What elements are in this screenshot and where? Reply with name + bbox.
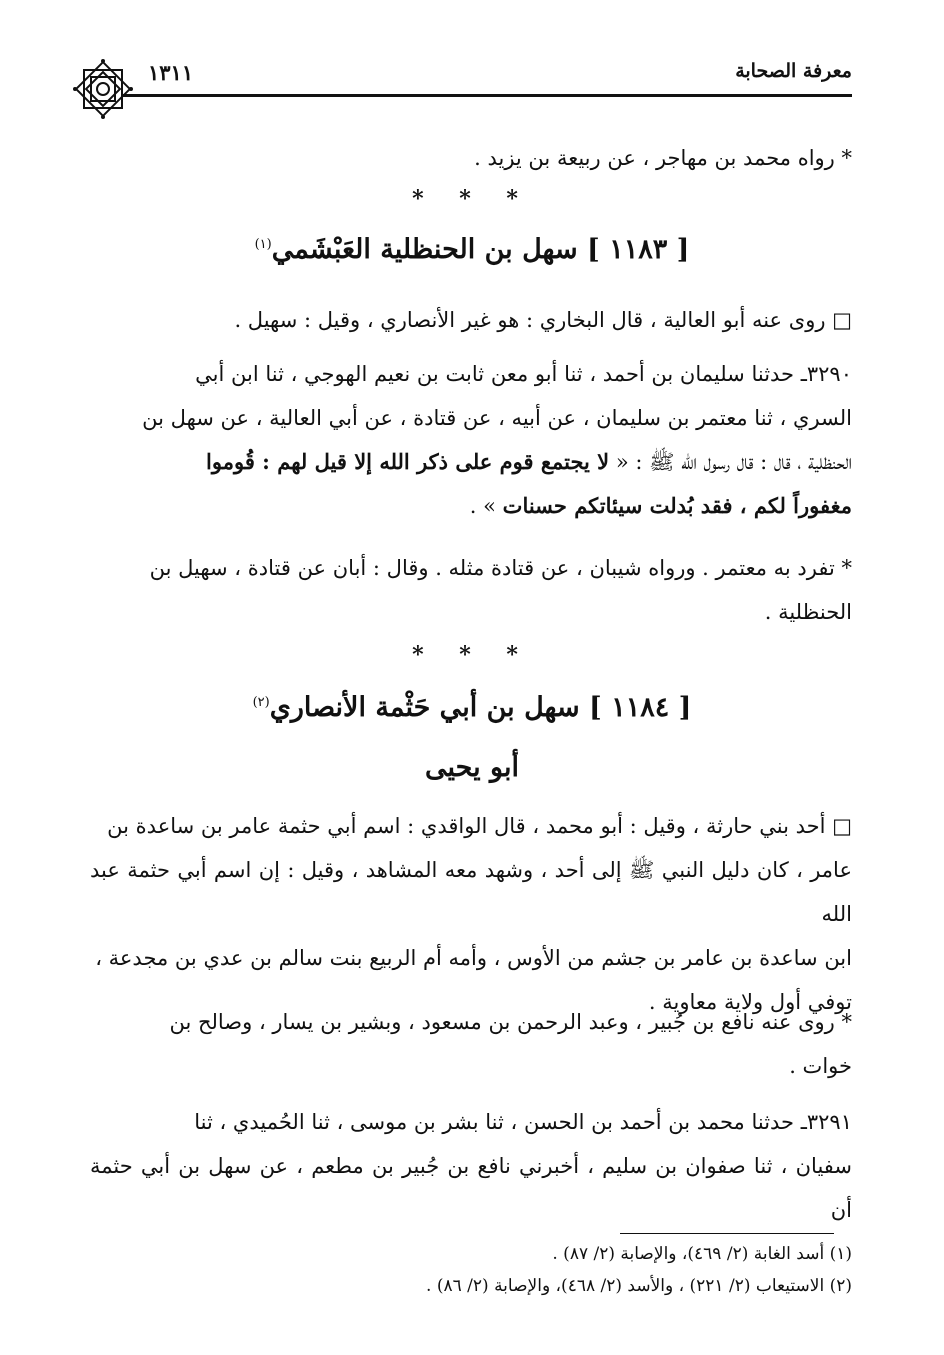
note-line: الحنظلية .: [764, 600, 852, 624]
bio-line: ابن ساعدة بن عامر بن جشم من الأوس ، وأمه أم الربيع بنت سالم بن عدي بن مجدعة ،: [95, 946, 852, 970]
hadith-text: الحنظلية ، قال : قال رسول الله ﷺ : «: [615, 450, 852, 474]
footnote-1: (١) أسد الغابة (٢/ ٤٦٩)، والإصابة (٢/ ٨٧) .: [552, 1244, 852, 1264]
header-rule: [122, 94, 852, 97]
bio-line: □ أحد بني حارثة ، وقيل : أبو محمد ، قال الواقدي : اسم أبي حثمة عامر بن ساعدة بن: [107, 814, 852, 838]
entry-number: [ ١١٨٣ ]: [587, 234, 690, 265]
hadith-line: سفيان ، ثنا صفوان بن سليم ، أخبرني نافع بن جُبير بن مطعم ، عن سهل بن أبي حثمة أن: [90, 1154, 852, 1222]
hadith-line: [90, 440, 852, 484]
footnote-rule: [620, 1233, 834, 1234]
page-number: ١٣١١: [148, 60, 194, 85]
hadith-line: [90, 484, 852, 528]
entry-intro: □ روى عنه أبو العالية ، قال البخاري : هو غير الأنصاري ، وقيل : سهيل .: [234, 308, 852, 332]
hadith-text: » .: [469, 494, 496, 518]
hadith-3291: [90, 1100, 852, 1232]
hadith-matn: مغفوراً لكم ، فقد بُدلت سيئاتكم حسنات: [502, 493, 852, 518]
entry-number: [ ١١٨٤ ]: [589, 692, 692, 723]
bio-line: عامر ، كان دليل النبي ﷺ إلى أحد ، وشهد معه المشاهد ، وقيل : إن اسم أبي حثمة عبد الله: [90, 858, 852, 926]
bio-line: توفي أول ولاية معاوية .: [648, 990, 852, 1014]
footnote-ref: (١): [254, 237, 272, 252]
entry-kunya: أبو يحيى: [425, 752, 519, 783]
entry-biography: [90, 804, 852, 1024]
entry-heading-1183: [0, 234, 944, 265]
editor-note: [90, 546, 852, 634]
hadith-line: ٣٢٩١ـ حدثنا محمد بن أحمد بن الحسن ، ثنا بشر بن موسى ، ثنا الحُميدي ، ثنا: [194, 1110, 852, 1134]
note-line: * روى عنه نافع بن جُبير ، وعبد الرحمن بن مسعود ، وبشير بن يسار ، وصالح بن: [169, 1010, 852, 1034]
note-line: * تفرد به معتمر . ورواه شيبان ، عن قتادة مثله . وقال : أبان عن قتادة ، سهيل بن: [149, 556, 852, 580]
narrators-note: [90, 1000, 852, 1088]
entry-heading-1184: [0, 692, 944, 723]
eight-point-star-ornament-icon: [70, 56, 136, 122]
hadith-matn: لا يجتمع قوم على ذكر الله إلا قيل لهم : قُوموا: [206, 449, 610, 474]
footnote-ref: (٢): [252, 695, 270, 710]
hadith-line: ٣٢٩٠ـ حدثنا سليمان بن أحمد ، ثنا أبو معن ثابت بن نعيم الهوجي ، ثنا ابن أبي: [195, 362, 852, 386]
running-header-title: معرفة الصحابة: [735, 60, 852, 82]
hadith-3290: [90, 352, 852, 528]
hadith-line: السري ، ثنا معتمر بن سليمان ، عن أبيه ، عن قتادة ، عن أبي العالية ، عن سهل بن: [142, 406, 852, 430]
entry-name: سهل بن الحنظلية العَبْشَمي: [271, 234, 578, 265]
note-line: خوات .: [789, 1054, 852, 1078]
section-separator: * * *: [412, 642, 532, 668]
narration-note: * رواه محمد بن مهاجر ، عن ربيعة بن يزيد .: [474, 146, 852, 170]
footnote-2: (٢) الاستيعاب (٢/ ٢٢١) ، والأسد (٢/ ٤٦٨)، والإصابة (٢/ ٨٦) .: [426, 1276, 852, 1296]
entry-name: سهل بن أبي حَثْمة الأنصاري: [269, 692, 580, 723]
section-separator: * * *: [412, 186, 532, 212]
